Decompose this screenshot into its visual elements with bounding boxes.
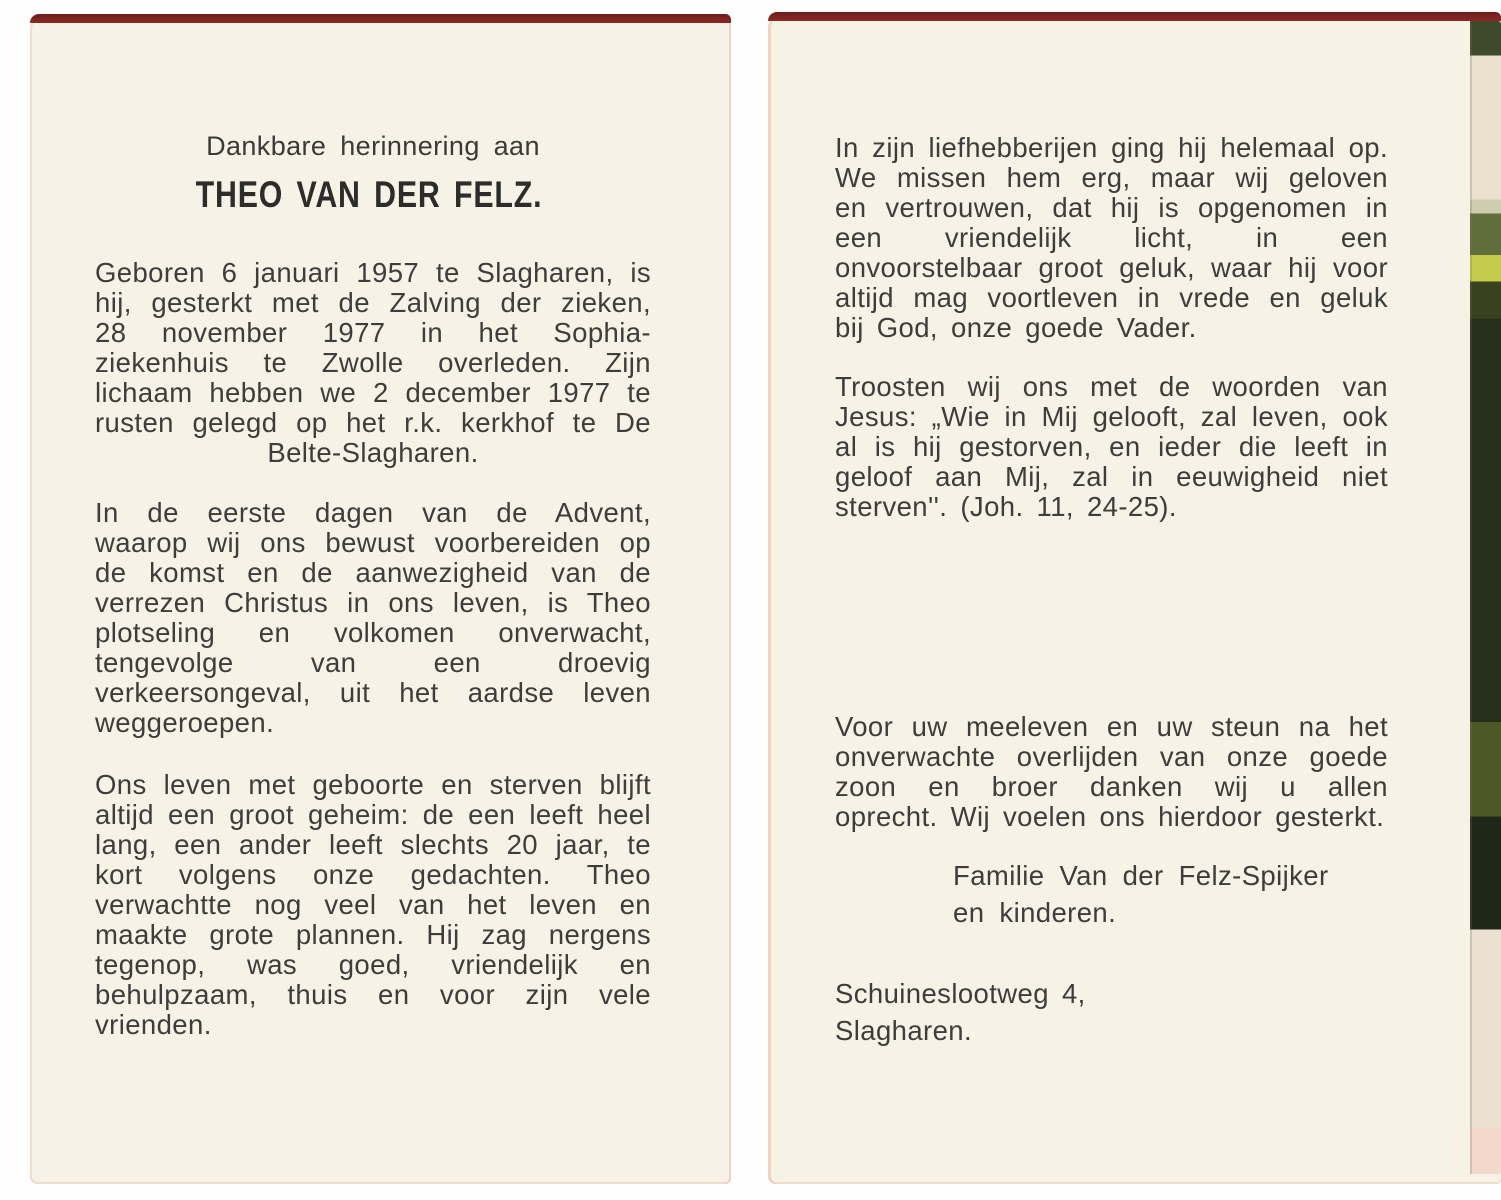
- family-signature: [835, 857, 1388, 931]
- address-line-2: Slagharen.: [835, 1015, 973, 1046]
- signature-line-2: en kinderen.: [953, 897, 1117, 928]
- paragraph-bible-quote: Troosten wij ons met de woorden van Jesus: „Wie in Mij gelooft, zal leven, ook al is hij gestorven, en ieder die leeft in geloof aan Mij, zal in eeuwigheid niet sterven''. (Joh. 11, 24-25).: [835, 371, 1388, 522]
- paragraph-life: Ons leven met geboorte en sterven blijft altijd een groot geheim: de een leeft heel lang, een ander leeft slechts 20 jaar, te kort volgens onze gedachten. Theo verwachtte nog veel van het leven en maakte grote plannen. Hij zag nergens tegenop, was goed, vriendelijk en behulpzaam, thuis en voor zijn vele vrienden.: [95, 769, 651, 1040]
- address-line-1: Schuineslootweg 4,: [835, 978, 1086, 1009]
- paragraph-hobbies: In zijn liefhebberijen ging hij helemaal op. We missen hem erg, maar wij geloven en vertrouwen, dat hij is opgenomen in een vriendelijk licht, in een onvoorstelbaar groot geluk, waar hij voor altijd mag voortleven in vrede en geluk bij God, onze goede Vader.: [835, 132, 1388, 343]
- deceased-name: THEO VAN DER FELZ.: [195, 174, 543, 215]
- memorial-card-right-page: [768, 12, 1501, 1184]
- left-page-text: [95, 14, 651, 1184]
- signature-line-1: Familie Van der Felz-Spijker: [953, 860, 1329, 891]
- paragraph-advent: In de eerste dagen van de Advent, waarop wij ons bewust voorbereiden op de komst en de aanwezigheid van de verrezen Christus in ons leven, is Theo plotseling en volkomen onverwacht, tengevolge van een droevig verkeersongeval, uit het aardse leven weggeroepen.: [95, 497, 651, 738]
- family-address: [835, 975, 1388, 1049]
- right-page-text: [835, 12, 1388, 1184]
- paragraph-thanks: Voor uw meeleven en uw steun na het onverwachte overlijden van onze goede zoon en broer danken wij u allen oprecht. Wij voelen ons hierdoor gesterkt.: [835, 711, 1388, 832]
- paragraph-birth-death: Geboren 6 januari 1957 te Slagharen, is hij, gesterkt met de Zalving der zieken, 28 november 1977 in het Sophia-ziekenhuis te Zwolle overleden. Zijn lichaam hebben we 2 december 1977 te rusten gelegd op het r.k. kerkhof te De Belte-Slagharen.: [95, 257, 651, 468]
- memorial-header: Dankbare herinnering aan: [206, 131, 540, 161]
- front-cover-photo-strip: [1470, 21, 1501, 1174]
- memorial-card-left-page: [30, 14, 731, 1184]
